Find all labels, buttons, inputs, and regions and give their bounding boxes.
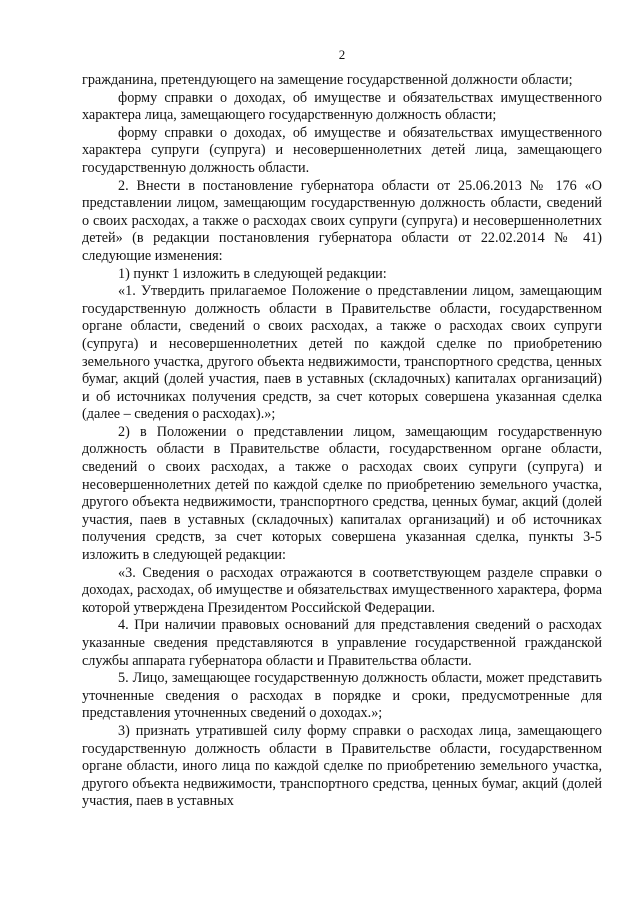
paragraph-form-income-spouse: форму справки о доходах, об имуществе и обязательствах имущественного характера супруги (супруга) и несовершеннолетних детей лица, замещающего государственную должность области. [82,124,602,176]
paragraph-subitem-3: 3) признать утратившей силу форму справки о расходах лица, замещающего государственную должность области в Правительстве области, государственном органе области, иного лица по каждой сделке по приобретению земельного участка, другого объекта недвижимости, транспортного средства, ценных бумаг, акций (долей участия, паев в уставных [82,722,602,810]
paragraph-continuation: гражданина, претендующего на замещение государственной должности области; [82,72,573,88]
paragraph-quote-1: «1. Утвердить прилагаемое Положение о представлении лицом, замещающим государственную должность области в Правительстве области, государственном органе области, сведений о своих расходах, а также о расходах своих супруги (супруга) и несовершеннолетних детей по каждой сделке по приобретению земельного участка, другого объекта недвижимости, транспортного средства, ценных бумаг, акций (долей участия, паев в уставных (складочных) капиталах организаций) и об источниках получения средств, за счет которых совершена указанная сделка (далее – сведения о расходах).»; [82,283,602,423]
paragraph-item-2: 2. Внести в постановление губернатора области от 25.06.2013 № 176 «О представлении лицом, замещающим государственную должность области, сведений о своих расходах, а также о расходах своих супруги (супруга) и несовершеннолетних детей» (в редакции постановления губернатора области от 22.02.2014 № 41) следующие изменения: [82,177,602,264]
document-body [82,72,602,811]
paragraph-subitem-1: 1) пункт 1 изложить в следующей редакции: [118,265,387,282]
paragraph-form-income-official: форму справки о доходах, об имуществе и обязательствах имущественного характера лица, замещающего государственную должность области; [82,89,602,124]
paragraph-quote-4: 4. При наличии правовых оснований для представления сведений о расходах указанные сведения представляются в управление государственной гражданской службы аппарата губернатора области и Правительства области. [82,617,602,669]
page-number: 2 [338,47,346,62]
paragraph-subitem-2: 2) в Положении о представлении лицом, замещающим государственную должность области в Правительстве области, государственном органе области, сведений о своих расходах, а также о расходах своих супруги (супруга) и несовершеннолетних детей по каждой сделке по приобретению земельного участка, другого объекта недвижимости, транспортного средства, ценных бумаг, акций (долей участия, паев в уставных (складочных) капиталах организаций) и об источниках получения средств, за счет которых совершена указанная сделка, пункты 3-5 изложить в следующей редакции: [82,423,602,564]
paragraph-quote-5: 5. Лицо, замещающее государственную должность области, может представить уточненные сведения о расходах в порядке и сроки, предусмотренные для представления уточненных сведений о доходах.»; [82,670,602,722]
paragraph-quote-3: «3. Сведения о расходах отражаются в соответствующем разделе справки о доходах, расходах, об имуществе и обязательствах имущественного характера, форма которой утверждена Президентом Российской Федерации. [82,564,602,616]
